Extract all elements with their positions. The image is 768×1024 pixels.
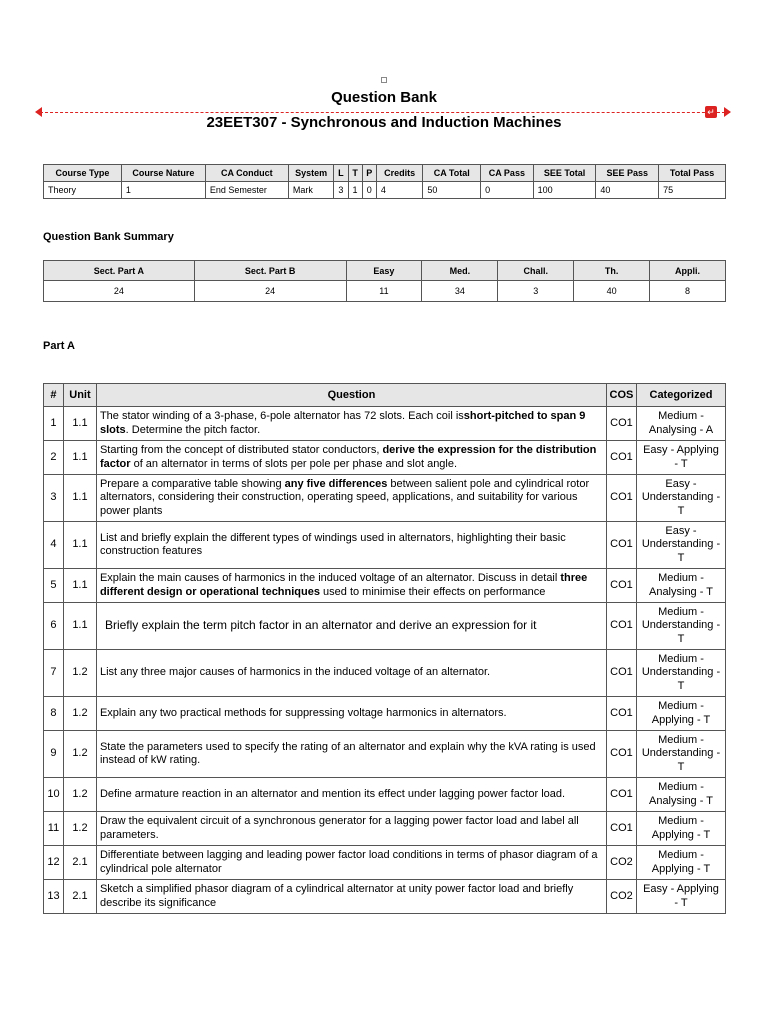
part-a-question-table [43, 383, 726, 914]
question-unit: 1.2 [63, 697, 96, 731]
header-cell: Sect. Part B [194, 261, 346, 281]
question-text: Define armature reaction in an alternator and mention its effect under lagging power factor load. [96, 778, 606, 812]
value-cell: 1 [348, 182, 362, 199]
value-cell: 3 [498, 281, 574, 302]
question-unit: 1.1 [63, 475, 96, 522]
question-text-part: used to minimise their effects on performance [319, 585, 546, 598]
question-text: Briefly explain the term pitch factor in an alternator and derive an expression for it [96, 603, 606, 650]
question-cos: CO1 [606, 475, 636, 522]
question-text [96, 441, 606, 475]
question-number: 4 [44, 522, 64, 569]
table-row [44, 697, 726, 731]
header-cell: Credits [376, 165, 423, 182]
question-category: Medium - Understanding - T [636, 731, 725, 778]
question-cos: CO1 [606, 812, 636, 846]
question-text-part: . Determine the pitch factor. [125, 423, 261, 436]
header-cell: SEE Pass [596, 165, 659, 182]
question-cos: CO2 [606, 880, 636, 914]
table-row [44, 650, 726, 697]
question-number: 11 [44, 812, 64, 846]
question-text [96, 407, 606, 441]
question-text-part: Starting from the concept of distributed stator conductors, [99, 444, 383, 456]
summary-value-row [44, 281, 726, 302]
question-text: List any three major causes of harmonics in the induced voltage of an alternator. [96, 650, 606, 697]
question-unit: 1.1 [63, 407, 96, 441]
question-cos: CO1 [606, 441, 636, 475]
value-cell: End Semester [205, 182, 288, 199]
page-break-line [40, 112, 730, 113]
header-cell: Th. [574, 261, 650, 281]
table-row [44, 731, 726, 778]
question-unit: 1.2 [63, 812, 96, 846]
question-text-part: The stator winding of a 3-phase, 6-pole alternator has 72 slots. Each coil is [99, 410, 464, 422]
header-cell: Med. [422, 261, 498, 281]
header-cell: Easy [346, 261, 422, 281]
question-text: State the parameters used to specify the rating of an alternator and explain why the kVA rating is used instead of kW rating. [96, 731, 606, 778]
header-cell: L [334, 165, 348, 182]
question-text-bold: derive the expression for the distribution factor [99, 444, 597, 470]
question-text: Differentiate between lagging and leading power factor load conditions in terms of phasor diagram of a cylindrical pole alternator [96, 846, 606, 880]
header-cell: Unit [63, 384, 96, 407]
question-text-bold: any five differences [284, 477, 388, 490]
question-cos: CO1 [606, 603, 636, 650]
question-category: Medium - Analysing - T [636, 778, 725, 812]
header-cell: System [288, 165, 334, 182]
question-category: Medium - Applying - T [636, 846, 725, 880]
question-text-part: Prepare a comparative table showing [99, 477, 285, 490]
header-cell: Course Type [44, 165, 122, 182]
question-unit: 1.1 [63, 441, 96, 475]
question-number: 2 [44, 441, 64, 475]
value-cell: 3 [334, 182, 348, 199]
question-cos: CO1 [606, 650, 636, 697]
value-cell: 4 [376, 182, 423, 199]
question-text [96, 475, 606, 522]
course-info-value-row [44, 182, 726, 199]
header-cell: # [44, 384, 64, 407]
course-info-header-row [44, 165, 726, 182]
question-number: 7 [44, 650, 64, 697]
question-text-bold: short-pitched to span 9 slots [99, 410, 586, 436]
question-number: 13 [44, 880, 64, 914]
question-category: Easy - Applying - T [636, 441, 725, 475]
summary-heading: Question Bank Summary [43, 231, 174, 243]
part-a-heading: Part A [43, 340, 75, 352]
table-row [44, 880, 726, 914]
question-unit: 1.1 [63, 569, 96, 603]
question-number: 12 [44, 846, 64, 880]
value-cell: Theory [44, 182, 122, 199]
question-unit: 1.2 [63, 731, 96, 778]
question-category: Medium - Analysing - A [636, 407, 725, 441]
table-row [44, 475, 726, 522]
value-cell: 24 [44, 281, 195, 302]
page-title: Question Bank [331, 89, 437, 106]
summary-header-row [44, 261, 726, 281]
question-cos: CO1 [606, 407, 636, 441]
question-number: 5 [44, 569, 64, 603]
question-number: 1 [44, 407, 64, 441]
question-cos: CO1 [606, 522, 636, 569]
question-cos: CO1 [606, 778, 636, 812]
value-cell: 75 [659, 182, 726, 199]
header-cell: Appli. [650, 261, 726, 281]
course-info-table [43, 164, 726, 199]
course-title: 23EET307 - Synchronous and Induction Machines [206, 114, 562, 131]
value-cell: Mark [288, 182, 334, 199]
summary-table [43, 260, 726, 302]
header-cell: Total Pass [659, 165, 726, 182]
question-cos: CO1 [606, 569, 636, 603]
table-row [44, 522, 726, 569]
question-category: Easy - Understanding - T [636, 475, 725, 522]
question-unit: 1.1 [63, 522, 96, 569]
value-cell: 1 [121, 182, 205, 199]
header-cell: T [348, 165, 362, 182]
question-number: 10 [44, 778, 64, 812]
value-cell: 0 [362, 182, 376, 199]
page-marker [381, 77, 387, 83]
question-text: Sketch a simplified phasor diagram of a cylindrical alternator at unity power factor load and briefly describe its significance [96, 880, 606, 914]
table-row [44, 846, 726, 880]
header-cell: Chall. [498, 261, 574, 281]
value-cell: 24 [194, 281, 346, 302]
question-category: Medium - Understanding - T [636, 603, 725, 650]
value-cell: 8 [650, 281, 726, 302]
value-cell: 34 [422, 281, 498, 302]
table-row [44, 569, 726, 603]
table-row [44, 778, 726, 812]
question-cos: CO2 [606, 846, 636, 880]
question-category: Medium - Applying - T [636, 812, 725, 846]
header-cell: COS [606, 384, 636, 407]
question-text-part: of an alternator in terms of slots per pole per phase and slot angle. [130, 457, 458, 470]
value-cell: 100 [533, 182, 596, 199]
question-number: 9 [44, 731, 64, 778]
value-cell: 40 [596, 182, 659, 199]
question-cos: CO1 [606, 697, 636, 731]
header-cell: Course Nature [121, 165, 205, 182]
table-row [44, 441, 726, 475]
question-cos: CO1 [606, 731, 636, 778]
question-text-part: between salient pole and cylindrical rotor alternators, considering their construction, operating speed, applications, and suitability for various power plants [99, 477, 590, 517]
question-category: Easy - Applying - T [636, 880, 725, 914]
header-cell: P [362, 165, 376, 182]
question-text: Draw the equivalent circuit of a synchronous generator for a lagging power factor load and label all parameters. [96, 812, 606, 846]
question-number: 6 [44, 603, 64, 650]
question-number: 3 [44, 475, 64, 522]
value-cell: 11 [346, 281, 422, 302]
question-text-part: Explain the main causes of harmonics in the induced voltage of an alternator. Discuss in detail [99, 572, 561, 584]
question-category: Medium - Understanding - T [636, 650, 725, 697]
question-unit: 1.1 [63, 603, 96, 650]
question-unit: 2.1 [63, 880, 96, 914]
question-unit: 2.1 [63, 846, 96, 880]
table-row [44, 812, 726, 846]
value-cell: 50 [423, 182, 481, 199]
header-cell: Question [96, 384, 606, 407]
table-row [44, 407, 726, 441]
question-unit: 1.2 [63, 650, 96, 697]
value-cell: 40 [574, 281, 650, 302]
header-cell: SEE Total [533, 165, 596, 182]
question-header-row [44, 384, 726, 407]
header-cell: Sect. Part A [44, 261, 195, 281]
question-text-bold: three different design or operational techniques [99, 572, 588, 598]
table-row [44, 603, 726, 650]
header-cell: CA Conduct [205, 165, 288, 182]
header-cell: CA Pass [481, 165, 534, 182]
header-cell: Categorized [636, 384, 725, 407]
question-text: List and briefly explain the different types of windings used in alternators, highlighting their basic construction features [96, 522, 606, 569]
question-text: Explain any two practical methods for suppressing voltage harmonics in alternators. [96, 697, 606, 731]
question-text [96, 569, 606, 603]
question-unit: 1.2 [63, 778, 96, 812]
question-category: Easy - Understanding - T [636, 522, 725, 569]
question-number: 8 [44, 697, 64, 731]
return-icon[interactable]: ↵ [705, 106, 717, 118]
header-cell: CA Total [423, 165, 481, 182]
value-cell: 0 [481, 182, 534, 199]
question-category: Medium - Analysing - T [636, 569, 725, 603]
question-category: Medium - Applying - T [636, 697, 725, 731]
